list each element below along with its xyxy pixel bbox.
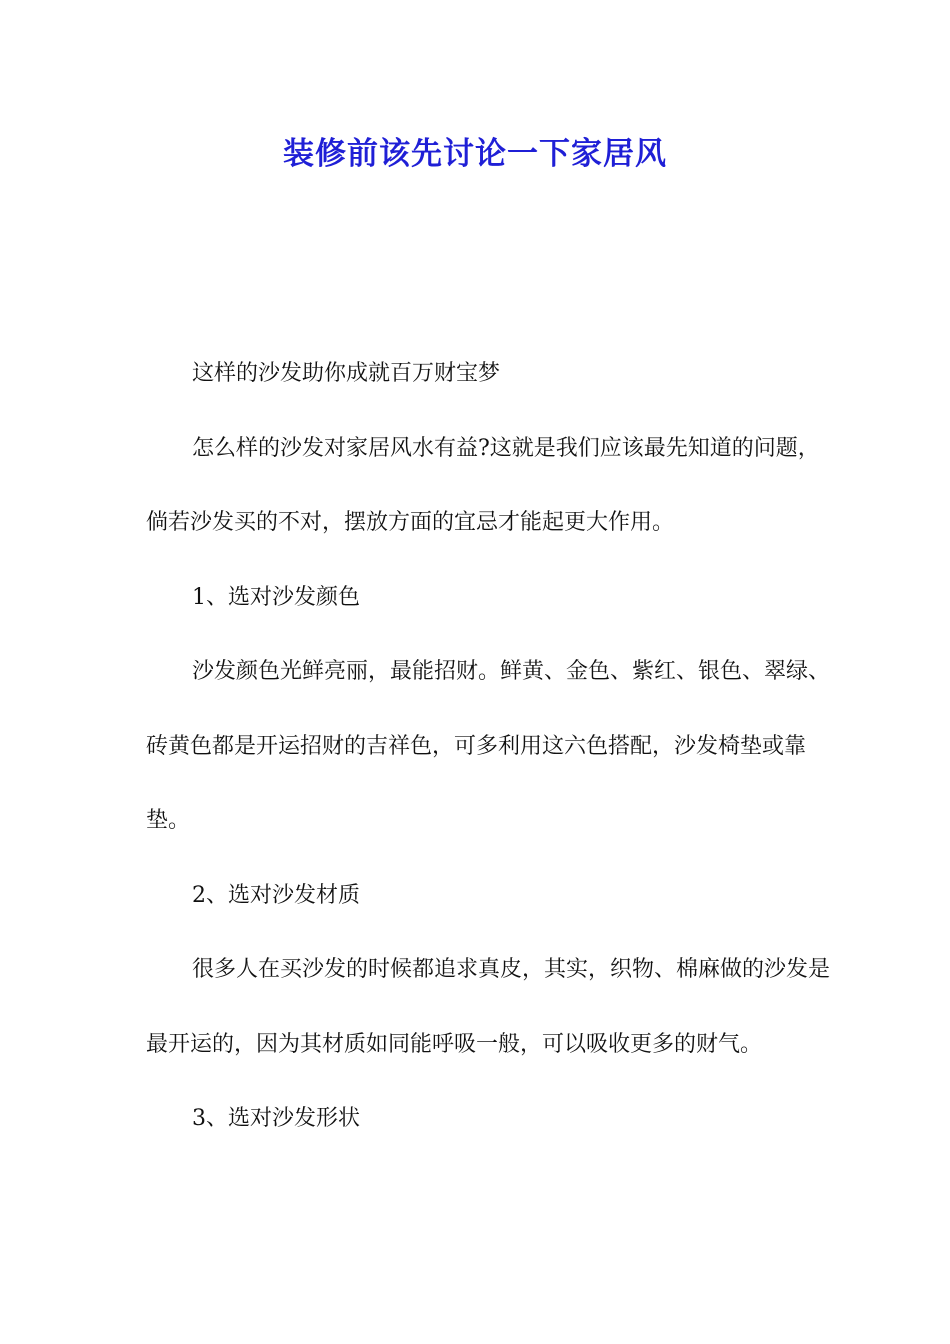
- section-heading-color: 1、选对沙发颜色: [192, 584, 360, 610]
- document-title: 装修前该先讨论一下家居风: [283, 136, 667, 172]
- document-body: [146, 337, 836, 1157]
- section-heading-shape: 3、选对沙发形状: [192, 1106, 360, 1131]
- paragraph-material: 很多人在买沙发的时候都追求真皮，其实，织物、棉麻做的沙发是最开运的，因为其材质如同能呼吸一般，可以吸收更多的财气。: [146, 957, 831, 1057]
- paragraph-intro: 怎么样的沙发对家居风水有益?这就是我们应该最先知道的问题，倘若沙发买的不对，摆放方面的宜忌才能起更大作用。: [146, 435, 820, 535]
- section-heading-material: 2、选对沙发材质: [192, 882, 360, 908]
- paragraph-intro-heading: 这样的沙发助你成就百万财宝梦: [192, 361, 501, 386]
- paragraph-color: 沙发颜色光鲜亮丽，最能招财。鲜黄、金色、紫红、银色、翠绿、砖黄色都是开运招财的吉祥色，可多利用这六色搭配，沙发椅垫或靠垫。: [146, 659, 831, 833]
